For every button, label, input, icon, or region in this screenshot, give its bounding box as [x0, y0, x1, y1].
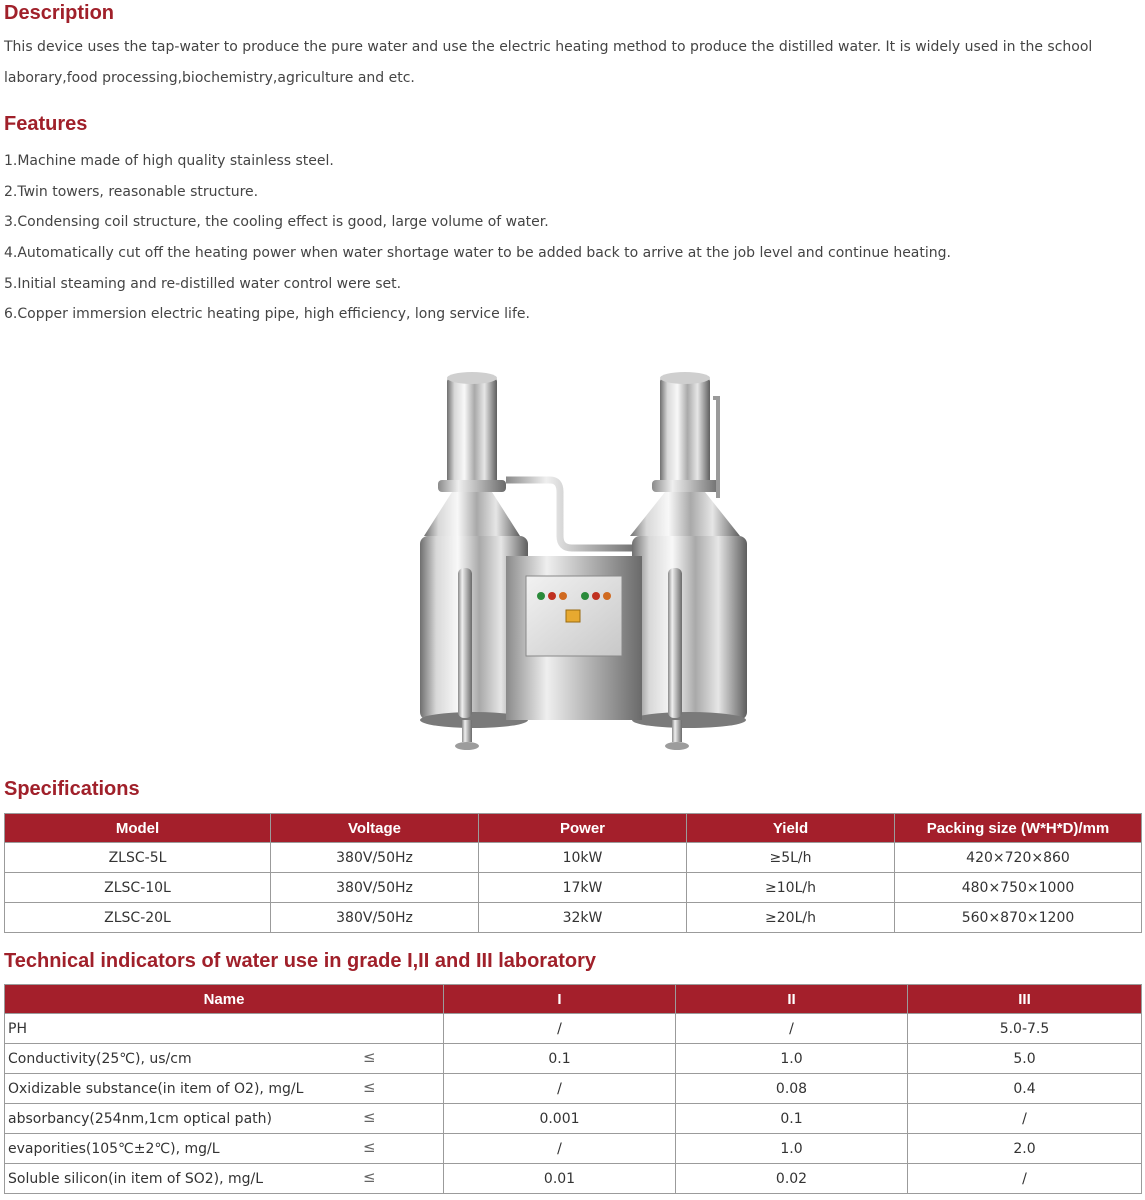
indicator-name: Oxidizable substance(in item of O2), mg/L	[8, 1080, 304, 1097]
table-cell: ZLSC-5L	[5, 843, 271, 873]
table-cell: 5.0	[908, 1044, 1142, 1074]
features-heading: Features	[4, 113, 88, 135]
table-header: III	[908, 985, 1142, 1014]
le-symbol: ≤	[363, 1048, 376, 1066]
feature-item: 1.Machine made of high quality stainless steel.	[4, 153, 334, 169]
indicator-name-cell	[5, 1014, 444, 1044]
description-line-2: laborary,food processing,biochemistry,agriculture and etc.	[4, 70, 415, 86]
table-row	[5, 873, 1142, 903]
table-cell: ZLSC-10L	[5, 873, 271, 903]
table-header: II	[676, 985, 908, 1014]
indicator-name: absorbancy(254nm,1cm optical path)	[8, 1110, 272, 1127]
table-header: Packing size (W*H*D)/mm	[895, 814, 1142, 843]
table-cell: 10kW	[479, 843, 687, 873]
indicator-name: PH	[8, 1020, 27, 1037]
table-cell: 1.0	[676, 1044, 908, 1074]
table-cell: /	[444, 1074, 676, 1104]
table-cell: 380V/50Hz	[271, 903, 479, 933]
table-cell: 0.1	[676, 1104, 908, 1134]
table-cell: ≥10L/h	[687, 873, 895, 903]
table-cell: 0.08	[676, 1074, 908, 1104]
specifications-heading: Specifications	[4, 778, 140, 800]
table-header-row	[5, 985, 1142, 1014]
table-cell: 0.001	[444, 1104, 676, 1134]
indicator-name-cell	[5, 1164, 444, 1194]
description-heading: Description	[4, 2, 115, 24]
table-row	[5, 843, 1142, 873]
le-symbol: ≤	[363, 1138, 376, 1156]
table-cell: 32kW	[479, 903, 687, 933]
table-cell: /	[444, 1014, 676, 1044]
table-cell: /	[908, 1104, 1142, 1134]
indicator-name-cell	[5, 1104, 444, 1134]
table-cell: 0.1	[444, 1044, 676, 1074]
indicator-name-cell	[5, 1074, 444, 1104]
table-cell: ZLSC-20L	[5, 903, 271, 933]
table-cell: 380V/50Hz	[271, 873, 479, 903]
table-cell: 560×870×1200	[895, 903, 1142, 933]
feature-item: 2.Twin towers, reasonable structure.	[4, 184, 259, 200]
indicator-name: Soluble silicon(in item of SO2), mg/L	[8, 1170, 264, 1187]
distiller-product-image	[410, 368, 755, 764]
indicator-name: evaporities(105℃±2℃), mg/L	[8, 1140, 220, 1157]
table-header: Power	[479, 814, 687, 843]
table-row	[5, 903, 1142, 933]
table-row	[5, 1134, 1142, 1164]
table-cell: ≥20L/h	[687, 903, 895, 933]
table-cell: 0.4	[908, 1074, 1142, 1104]
table-cell: /	[908, 1164, 1142, 1194]
feature-item: 3.Condensing coil structure, the cooling effect is good, large volume of water.	[4, 214, 549, 230]
table-cell: 1.0	[676, 1134, 908, 1164]
le-symbol: ≤	[363, 1108, 376, 1126]
table-row	[5, 1014, 1142, 1044]
indicator-name-cell	[5, 1044, 444, 1074]
table-cell: 380V/50Hz	[271, 843, 479, 873]
table-row	[5, 1044, 1142, 1074]
table-row	[5, 1164, 1142, 1194]
table-cell: /	[444, 1134, 676, 1164]
feature-item: 6.Copper immersion electric heating pipe, high efficiency, long service life.	[4, 306, 530, 322]
table-cell: /	[676, 1014, 908, 1044]
table-cell: 2.0	[908, 1134, 1142, 1164]
table-cell: 5.0-7.5	[908, 1014, 1142, 1044]
table-header: Name	[5, 985, 444, 1014]
feature-item: 5.Initial steaming and re-distilled water control were set.	[4, 276, 402, 292]
technical-indicators-table	[4, 984, 1142, 1194]
indicator-name: Conductivity(25℃), us/cm	[8, 1050, 192, 1067]
le-symbol: ≤	[363, 1078, 376, 1096]
table-header-row	[5, 814, 1142, 843]
table-cell: ≥5L/h	[687, 843, 895, 873]
table-cell: 420×720×860	[895, 843, 1142, 873]
table-header: Yield	[687, 814, 895, 843]
indicator-name-cell	[5, 1134, 444, 1164]
technical-indicators-heading: Technical indicators of water use in grade I,II and III laboratory	[4, 950, 596, 972]
table-row	[5, 1104, 1142, 1134]
table-cell: 17kW	[479, 873, 687, 903]
le-symbol: ≤	[363, 1168, 376, 1186]
table-row	[5, 1074, 1142, 1104]
table-cell: 480×750×1000	[895, 873, 1142, 903]
table-header: I	[444, 985, 676, 1014]
specifications-table	[4, 813, 1142, 933]
description-line-1: This device uses the tap-water to produce the pure water and use the electric heating method to produce the distilled water. It is widely used in the school	[4, 39, 1093, 55]
feature-item: 4.Automatically cut off the heating power when water shortage water to be added back to arrive at the job level and continue heating.	[4, 245, 951, 261]
table-header: Model	[5, 814, 271, 843]
table-cell: 0.02	[676, 1164, 908, 1194]
table-cell: 0.01	[444, 1164, 676, 1194]
table-header: Voltage	[271, 814, 479, 843]
